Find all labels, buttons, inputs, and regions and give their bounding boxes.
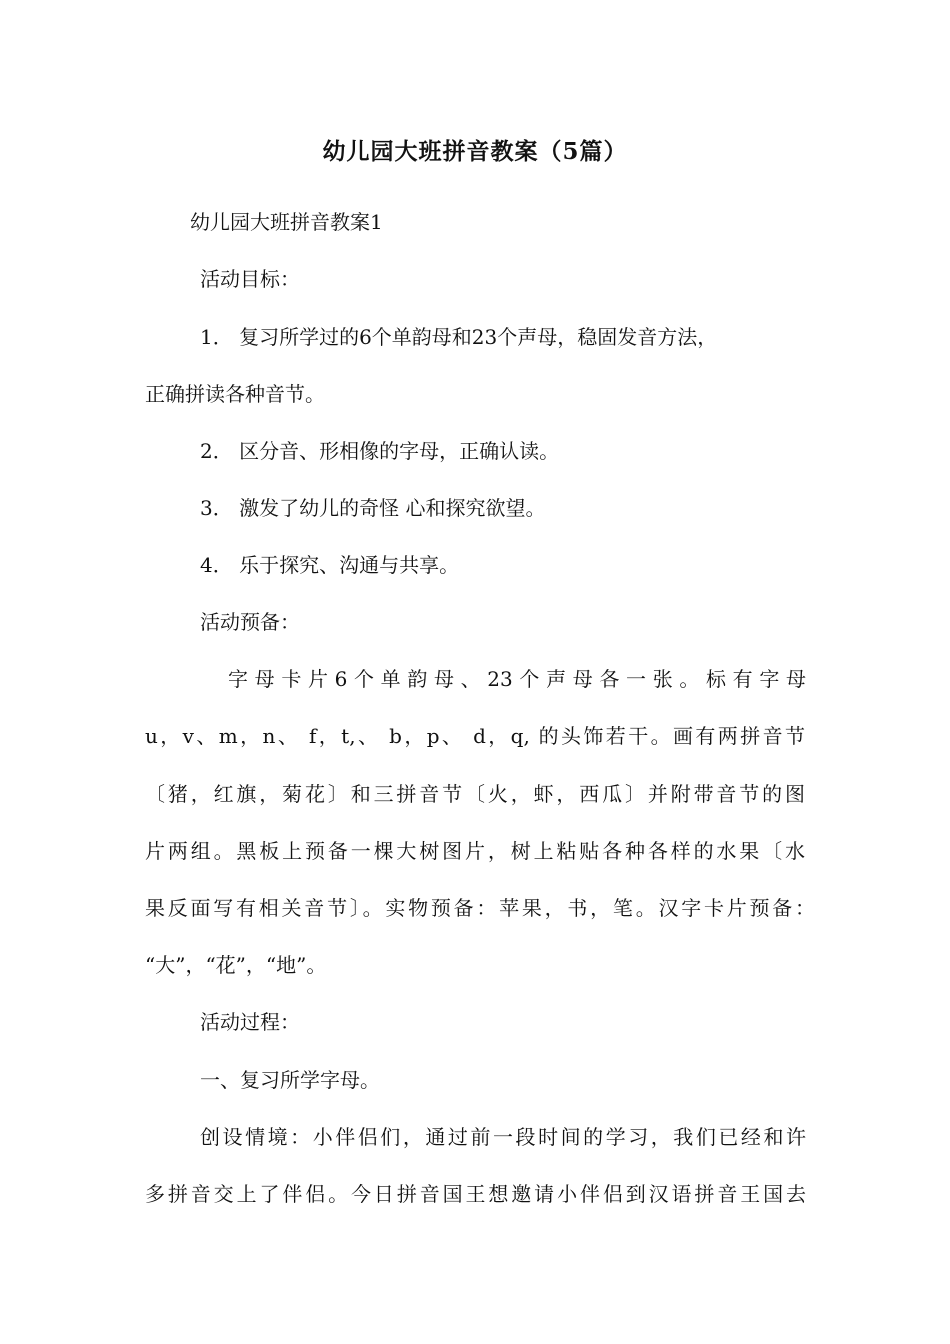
subtitle: 幼儿园大班拼音教案1: [190, 210, 383, 234]
goal-3: 3． 激发了幼儿的奇怪 心和探究欲望。: [200, 496, 546, 520]
goal-1-line-1: 1． 复习所学过的6个单韵母和23个声母，稳固发音方法，: [200, 325, 718, 349]
document-title: 幼儿园大班拼音教案（5篇）: [322, 138, 628, 165]
goal-1-line-2: 正确拼读各种音节。: [145, 382, 325, 406]
goal-4: 4． 乐于探究、沟通与共享。: [200, 553, 460, 577]
step-1-heading: 一、复习所学字母。: [200, 1068, 380, 1092]
prep-line-4: 片两组。黑板上预备一棵大树图片，树上粘贴各种各样的水果〔水: [145, 839, 805, 863]
section-heading-process: 活动过程：: [200, 1010, 300, 1034]
prep-line-2: u，v、m，n、 f，t,、 b，p、 d，q, 的头饰若干。画有两拼音节: [145, 724, 805, 748]
prep-line-1: 字母卡片6个单韵母、23个声母各一张。标有字母: [228, 667, 806, 691]
section-heading-goals: 活动目标：: [200, 267, 300, 291]
scene-line-2: 多拼音交上了伴侣。今日拼音国王想邀请小伴侣到汉语拼音王国去: [145, 1182, 806, 1206]
scene-line-1: 创设情境：小伴侣们，通过前一段时间的学习，我们已经和许: [200, 1125, 806, 1149]
prep-line-6: “大”，“花”，“地”。: [145, 953, 327, 977]
goal-2: 2． 区分音、形相像的字母，正确认读。: [200, 439, 560, 463]
prep-line-5: 果反面写有相关音节〕。实物预备：苹果，书，笔。汉字卡片预备：: [145, 896, 815, 920]
section-heading-preparation: 活动预备：: [200, 610, 300, 634]
prep-line-3: 〔猪，红旗，菊花〕和三拼音节〔火，虾，西瓜〕并附带音节的图: [145, 782, 805, 806]
